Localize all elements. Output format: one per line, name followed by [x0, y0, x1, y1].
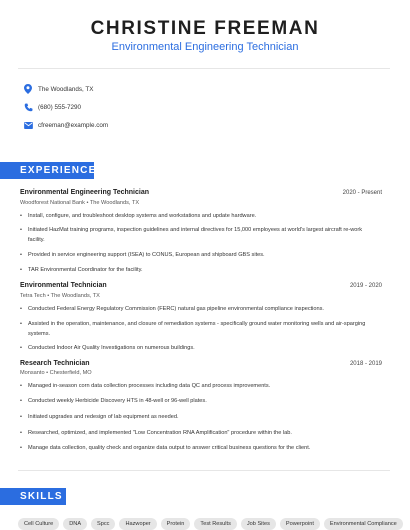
envelope-icon [22, 119, 34, 131]
job-bullet: • Assisted in the operation, maintenance, and closure of remediation systems - specifically ground water monitoring wells and air-sparging systems. [20, 321, 366, 337]
skill-chip: Job Sites [241, 518, 276, 530]
job-bullet: • Conducted weekly Herbicide Discovery HTS in 48-well or 96-well plates. [20, 398, 207, 404]
contact-phone [22, 101, 81, 113]
job-location: The Woodlands, TX [89, 200, 140, 206]
location-text: The Woodlands, TX [38, 85, 94, 93]
skill-chip: Environmental Compliance [324, 518, 403, 530]
skills-list [18, 518, 403, 530]
skill-chip: DNA [63, 518, 87, 530]
job-bullet: • Conducted Indoor Air Quality Investigations on numerous buildings. [20, 345, 195, 351]
job-bullet: • Manage data collection, quality check and organize data output to answer critical business questions for the client. [20, 445, 311, 451]
job-company: Woodforest National Bank [20, 200, 85, 206]
experience-heading: EXPERIENCE [0, 162, 94, 179]
skill-chip: Spcc [91, 518, 115, 530]
job-company: Monsanto [20, 370, 45, 376]
job-bullet: • Researched, optimized, and implemented "Low Concentration RNA Amplification" procedure within the lab. [20, 430, 292, 436]
job-dates: 2018 - 2019 [349, 361, 382, 367]
job-dates: 2019 - 2020 [349, 283, 382, 289]
job-bullet: • Provided in service engineering support (ISEA) to CONUS, European and shipboard GBS sites. [20, 252, 265, 258]
job-title: Environmental Engineering Technician [20, 189, 150, 196]
contact-email [22, 119, 108, 131]
job-bullet: • Managed in-season corn data collection processes including data QC and process improvements. [20, 383, 271, 389]
job-company-line: Woodforest National Bank • The Woodlands, TX [20, 200, 140, 206]
job-bullet: • Initiated HazMat training programs, inspection guidelines and internal directives for 15,000 employees at world's largest aircraft re-work facility. [20, 227, 363, 243]
job-dates: 2020 - Present [342, 190, 382, 196]
location-pin-icon [22, 83, 34, 95]
job-company-line: Tetra Tech • The Woodlands, TX [20, 293, 100, 299]
job-company-line: Monsanto • Chesterfield, MO [20, 370, 92, 376]
job-title: Environmental Technician [20, 282, 107, 289]
email-text: cfreeman@example.com [38, 121, 109, 129]
job-bullet: • Install, configure, and troubleshoot desktop systems and workstations and update hardware. [20, 213, 257, 219]
skills-heading: SKILLS [0, 488, 66, 505]
job-title: Research Technician [20, 360, 90, 367]
skill-chip: Test Results [194, 518, 236, 530]
job-location: Chesterfield, MO [49, 370, 92, 376]
candidate-name: CHRISTINE FREEMAN [90, 18, 320, 39]
section-divider [18, 470, 390, 471]
header-divider [18, 68, 390, 69]
skill-chip: Hazwoper [119, 518, 156, 530]
job-location: The Woodlands, TX [50, 293, 100, 299]
skill-chip: Powerpoint [280, 518, 320, 530]
phone-icon [22, 101, 34, 113]
job-bullet: • TAR Environmental Coordinator for the facility. [20, 267, 143, 273]
candidate-title: Environmental Engineering Technician [111, 41, 299, 53]
phone-text: (680) 555-7290 [38, 103, 82, 111]
job-company: Tetra Tech [20, 293, 46, 299]
job-bullet: • Initiated upgrades and redesign of lab equipment as needed. [20, 414, 179, 420]
contact-location [22, 83, 93, 95]
skill-chip: Protein [161, 518, 191, 530]
job-bullet: • Conducted Federal Energy Regulatory Commission (FERC) natural gas pipeline environmental compliance inspections. [20, 306, 324, 312]
skill-chip: Cell Culture [18, 518, 59, 530]
